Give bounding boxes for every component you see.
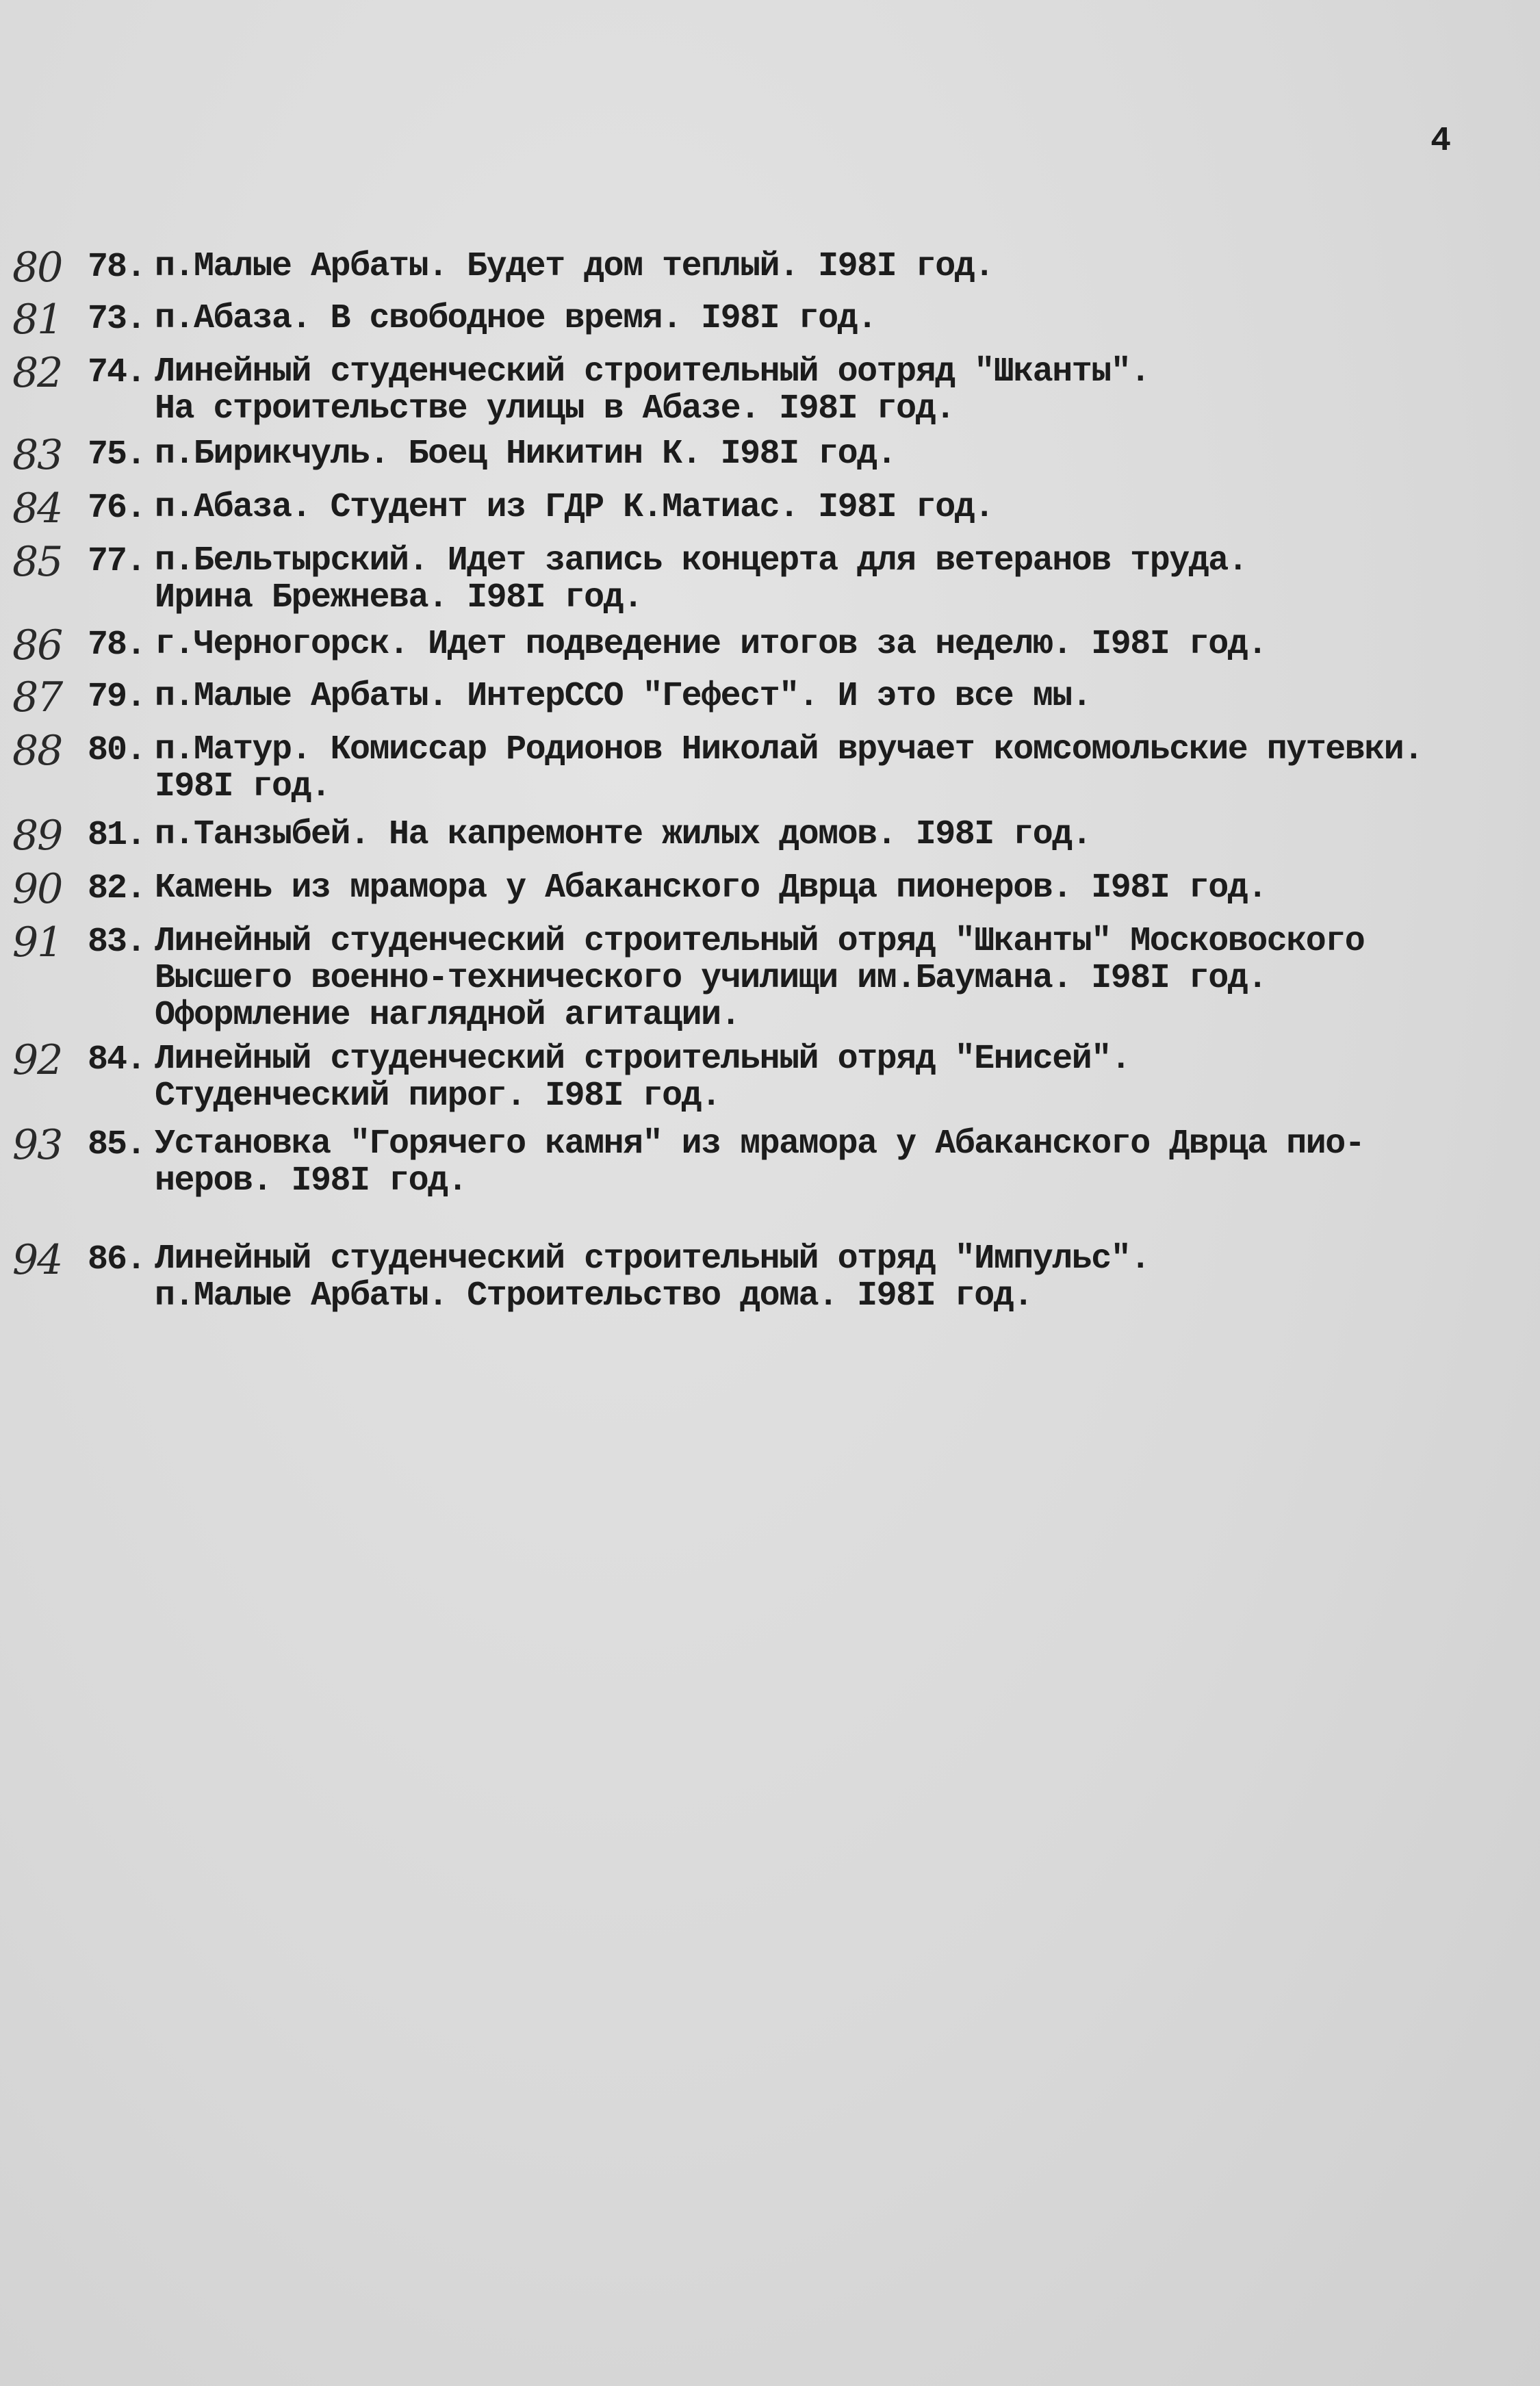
entry-text-line: п.Бельтырский. Идет запись концерта для ветеранов труда. xyxy=(155,541,1248,580)
handwritten-number: 94 xyxy=(12,1236,62,1284)
entry-text-line: Высшего военно-технического училищи им.Баумана. I98I год. xyxy=(155,959,1267,998)
entry-text-line: п.Малые Арбаты. ИнтерССО "Гефест". И это все мы. xyxy=(155,677,1092,716)
typed-number: 73. xyxy=(88,300,146,339)
typed-number: 82. xyxy=(88,869,146,908)
typed-number: 75. xyxy=(88,435,146,474)
entry-text-line: На строительстве улицы в Абазе. I98I год. xyxy=(155,389,955,428)
typed-number: 76. xyxy=(88,489,146,528)
typed-number: 79. xyxy=(88,678,146,717)
entry-text-line: п.Танзыбей. На капремонте жилых домов. I98I год. xyxy=(155,815,1092,854)
typed-number: 84. xyxy=(88,1040,146,1079)
handwritten-number: 82 xyxy=(12,349,62,397)
entry-text-line: Линейный студенческий строительный отряд "Импульс". xyxy=(155,1240,1150,1279)
handwritten-number: 80 xyxy=(12,244,62,292)
handwritten-number: 86 xyxy=(12,621,62,669)
handwritten-number: 92 xyxy=(12,1036,62,1084)
entry-text-line: п.Абаза. Студент из ГДР К.Матиас. I98I год. xyxy=(155,488,994,527)
entry-text-line: Линейный студенческий строительный оотряд "Шканты". xyxy=(155,352,1150,392)
typed-number: 83. xyxy=(88,923,146,962)
handwritten-number: 81 xyxy=(12,296,62,344)
handwritten-number: 89 xyxy=(12,812,62,860)
typed-number: 86. xyxy=(88,1240,146,1279)
entry-text-line: Оформление наглядной агитации. xyxy=(155,996,741,1035)
entry-text-line: Линейный студенческий строительный отряд "Шканты" Московоского xyxy=(155,922,1365,961)
typed-number: 80. xyxy=(88,731,146,770)
typed-number: 78. xyxy=(88,248,146,287)
handwritten-number: 93 xyxy=(12,1121,62,1169)
entry-text-line: п.Абаза. В свободное время. I98I год. xyxy=(155,299,877,338)
handwritten-number: 91 xyxy=(12,919,62,966)
entry-text-line: Установка "Горячего камня" из мрамора у Абаканского Дврца пио- xyxy=(155,1125,1365,1164)
typed-number: 85. xyxy=(88,1125,146,1164)
handwritten-number: 90 xyxy=(12,865,62,913)
entry-text-line: Ирина Брежнева. I98I год. xyxy=(155,578,643,617)
handwritten-number: 85 xyxy=(12,538,62,586)
entry-text-line: Линейный студенческий строительный отряд "Енисей". xyxy=(155,1040,1131,1079)
entry-text-line: г.Черногорск. Идет подведение итогов за неделю. I98I год. xyxy=(155,625,1267,664)
handwritten-number: 87 xyxy=(12,674,62,721)
entry-text-line: Камень из мрамора у Абаканского Дврца пионеров. I98I год. xyxy=(155,869,1267,908)
entry-text-line: п.Малые Арбаты. Строительство дома. I98I год. xyxy=(155,1277,1033,1316)
entry-text-line: Студенческий пирог. I98I год. xyxy=(155,1077,721,1116)
entry-text-line: неров. I98I год. xyxy=(155,1162,467,1201)
handwritten-number: 83 xyxy=(12,431,62,479)
typed-number: 77. xyxy=(88,542,146,581)
entry-text-line: I98I год. xyxy=(155,767,331,806)
entry-text-line: п.Малые Арбаты. Будет дом теплый. I98I год. xyxy=(155,247,994,286)
typed-number: 78. xyxy=(88,626,146,665)
entry-text-line: п.Бирикчуль. Боец Никитин К. I98I год. xyxy=(155,435,897,474)
entry-text-line: п.Матур. Комиссар Родионов Николай вручает комсомольские путевки. xyxy=(155,730,1423,769)
page-number: 4 xyxy=(1430,122,1452,161)
typed-number: 81. xyxy=(88,816,146,855)
handwritten-number: 84 xyxy=(12,485,62,533)
typed-number: 74. xyxy=(88,353,146,392)
handwritten-number: 88 xyxy=(12,727,62,775)
